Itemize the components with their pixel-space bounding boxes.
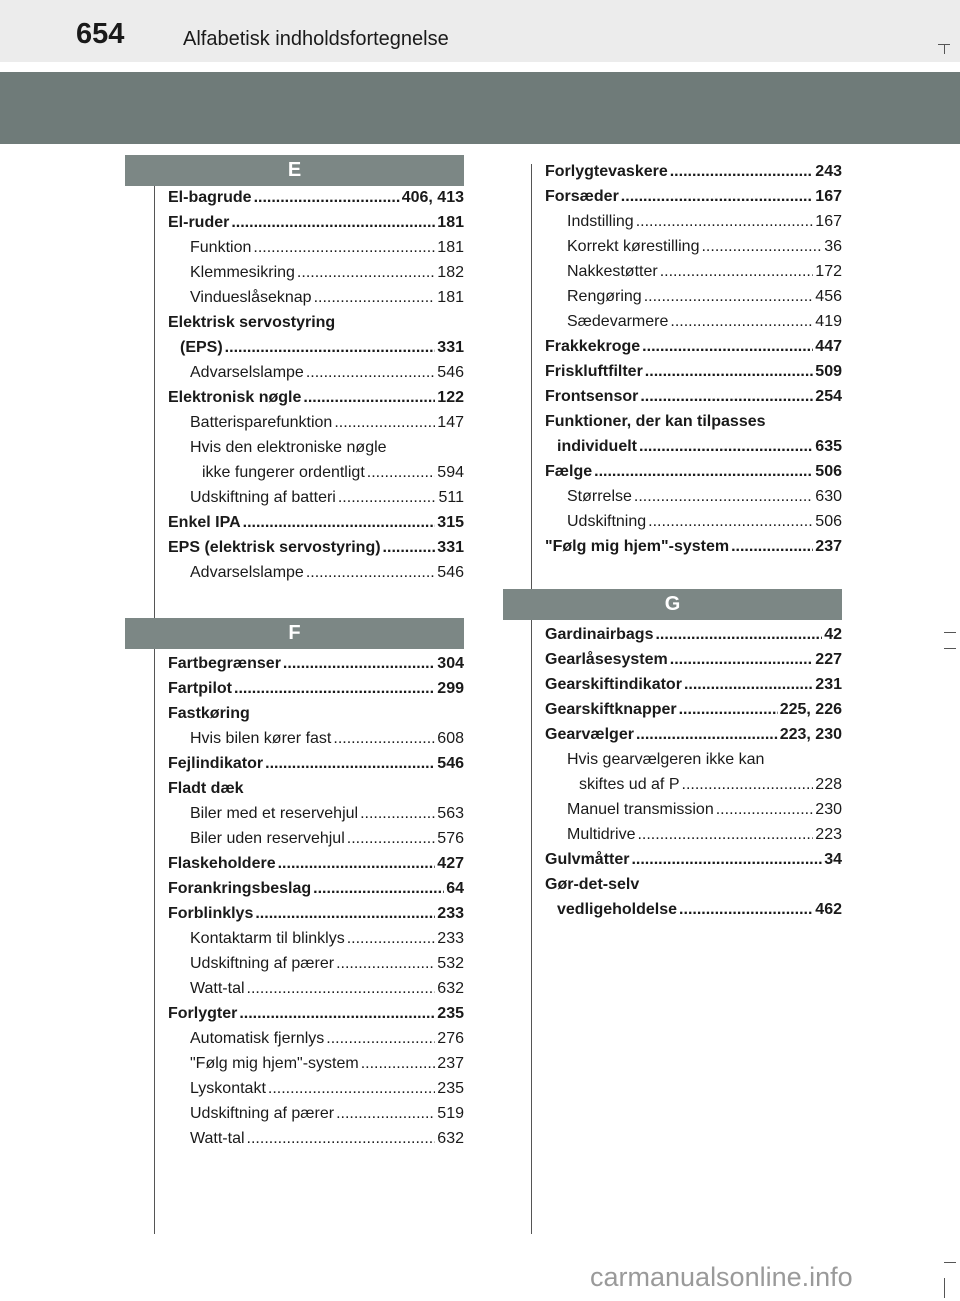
entry-page: 506 [815,513,842,530]
entry-text: Funktion [190,239,252,256]
section-header-e: E [125,155,464,186]
entry-text: Elektronisk nøgle [168,389,302,406]
section-header-f: F [125,618,464,649]
index-subentry [190,235,464,260]
entry-page: 519 [437,1105,464,1122]
index-entry [545,384,842,409]
entry-page: 299 [437,680,464,697]
entry-page: 632 [437,1130,464,1147]
dot-leader [655,622,822,647]
index-subentry [190,485,464,510]
entry-text: Biler uden reservehjul [190,830,345,847]
dot-leader [383,535,436,560]
dot-leader [243,510,436,535]
crop-mark [944,632,956,633]
column-rule-right [531,164,532,1234]
entry-page: 447 [815,338,842,355]
entry-page: 223, 230 [779,726,842,743]
entry-page: 594 [437,464,464,481]
dot-leader [660,259,814,284]
index-entry [545,184,842,209]
entry-page: 233 [437,905,464,922]
dot-leader [367,460,436,485]
entry-page: 630 [815,488,842,505]
index-subentry [190,260,464,285]
dot-leader [648,509,813,534]
dot-leader [283,651,435,676]
entry-page: 64 [446,880,464,897]
entry-text: Forlygtevaskere [545,163,668,180]
dot-leader [231,210,435,235]
entry-page: 419 [815,313,842,330]
index-entry [168,310,464,335]
index-subentry [190,1051,464,1076]
entry-text: "Følg mig hjem"-system [545,538,730,555]
index-entry [545,159,842,184]
index-entry [168,1001,464,1026]
index-subentry [190,1076,464,1101]
index-entry [557,897,842,922]
entry-text: Gearskiftindikator [545,676,682,693]
dot-leader [670,647,814,672]
index-entry [168,701,464,726]
entry-text: Korrekt kørestilling [567,238,700,255]
entry-page: 511 [438,489,464,506]
index-subentry [190,826,464,851]
index-entry [545,534,842,559]
entry-text: Sædevarmere [567,313,669,330]
dot-leader [670,309,813,334]
index-entry [545,359,842,384]
index-subentry [567,209,842,234]
dot-leader [334,410,435,435]
entry-page: 225, 226 [779,701,842,718]
dot-leader [268,1076,435,1101]
entry-page: 172 [815,263,842,280]
entry-page: 167 [815,188,842,205]
index-subentry [190,951,464,976]
entry-text: Udskiftning af batteri [190,489,336,506]
dot-leader [684,672,813,697]
dot-leader [679,897,813,922]
entry-page: 181 [437,214,464,231]
index-entry [168,385,464,410]
entry-page: 576 [437,830,464,847]
entry-text: Størrelse [567,488,632,505]
entry-text: (EPS) [180,339,223,356]
entry-text: Klemmesikring [190,264,295,281]
entry-page: 406, 413 [401,189,464,206]
entry-text: Gearlåsesystem [545,651,668,668]
entry-page: 546 [437,564,464,581]
entry-page: 167 [815,213,842,230]
dot-leader [225,335,436,360]
entry-text: Nakkestøtter [567,263,658,280]
index-entry [168,185,464,210]
entry-page: 233 [437,930,464,947]
entry-page: 456 [815,288,842,305]
entry-page: 182 [437,264,464,281]
dot-leader [636,722,778,747]
entry-text: Frakkekroge [545,338,641,355]
entry-page: 546 [437,364,464,381]
index-entry [545,409,842,434]
dot-leader [716,797,814,822]
entry-text: Rengøring [567,288,642,305]
entry-text: Enkel IPA [168,514,241,531]
column-rule-left [154,186,155,1234]
entry-text: Frontsensor [545,388,639,405]
entry-page: 34 [824,851,842,868]
crop-mark [944,1262,956,1263]
index-subentry [190,410,464,435]
index-entry [168,535,464,560]
index-subentry [567,484,842,509]
index-subentry [567,822,842,847]
index-subentry [567,234,842,259]
entry-page: 276 [437,1030,464,1047]
entry-page: 181 [437,239,464,256]
entry-text: Automatisk fjernlys [190,1030,325,1047]
dot-leader [644,284,814,309]
entry-page: 122 [437,389,464,406]
crop-mark [944,648,956,649]
entry-text: Forankringsbeslag [168,880,312,897]
dot-leader [239,1001,435,1026]
dot-leader [297,260,435,285]
dot-leader [682,772,814,797]
dot-leader [253,235,435,260]
index-entry [545,459,842,484]
dot-leader [701,234,822,259]
index-subentry [190,1126,464,1151]
entry-page: 315 [437,514,464,531]
index-subentry [190,560,464,585]
dot-leader [234,676,435,701]
top-bar [0,0,960,62]
entry-text: Multidrive [567,826,636,843]
entry-text: Udskiftning af pærer [190,1105,335,1122]
entry-page: 254 [815,388,842,405]
index-subentry [567,259,842,284]
entry-text: Hvis bilen kører fast [190,730,332,747]
entry-text: Funktioner, der kan tilpasses [545,413,766,430]
dot-leader [621,184,814,209]
dot-leader [360,801,435,826]
entry-text: Fladt dæk [168,780,244,797]
index-subentry [190,1026,464,1051]
index-subentry [190,360,464,385]
entry-page: 147 [437,414,464,431]
crop-mark [938,44,950,45]
dot-leader [303,385,435,410]
entry-page: 42 [824,626,842,643]
entry-text: Friskluftfilter [545,363,643,380]
entry-text: Fælge [545,463,593,480]
dot-leader [336,1101,435,1126]
dot-leader [594,459,813,484]
dot-leader [640,384,813,409]
index-entry [545,697,842,722]
entry-text: Elektrisk servostyring [168,314,336,331]
dot-leader [361,1051,436,1076]
entry-text: individuelt [557,438,637,455]
entry-page: 563 [437,805,464,822]
entry-text: El-ruder [168,214,230,231]
crop-mark [944,44,945,54]
entry-text: Forblinklys [168,905,254,922]
index-entry [168,776,464,801]
entry-page: 331 [437,539,464,556]
dot-leader [255,901,435,926]
dot-leader [333,726,435,751]
crop-mark [944,1278,945,1298]
dot-leader [306,360,435,385]
index-subentry [190,801,464,826]
entry-page: 237 [815,538,842,555]
section-header-g: G [503,589,842,620]
index-entry [168,901,464,926]
index-entry [168,676,464,701]
index-entry [545,334,842,359]
index-entry [168,751,464,776]
dot-leader [313,876,444,901]
entry-page: 546 [437,755,464,772]
entry-page: 230 [815,801,842,818]
entry-text: EPS (elektrisk servostyring) [168,539,381,556]
entry-text: Fartpilot [168,680,232,697]
dot-leader [326,1026,435,1051]
entry-page: 223 [815,826,842,843]
index-subentry [567,509,842,534]
entry-text: Vindueslåseknap [190,289,312,306]
entry-page: 227 [815,651,842,668]
dot-leader [347,826,436,851]
entry-page: 181 [437,289,464,306]
dot-leader [247,1126,436,1151]
index-entry [557,434,842,459]
entry-text: Udskiftning [567,513,647,530]
header-banner [0,72,960,144]
entry-page: 36 [824,238,842,255]
entry-page: 235 [437,1080,464,1097]
entry-text: Batterisparefunktion [190,414,333,431]
dot-leader [642,334,813,359]
index-entry [545,872,842,897]
entry-text: Watt-tal [190,1130,245,1147]
dot-leader [645,359,814,384]
entry-text: Flaskeholdere [168,855,276,872]
entry-text: Hvis den elektroniske nøgle [190,439,387,456]
dot-leader [254,185,400,210]
entry-page: 243 [815,163,842,180]
dot-leader [247,976,436,1001]
entry-page: 237 [437,1055,464,1072]
entry-page: 235 [437,1005,464,1022]
index-subentry [202,460,464,485]
page-title: Alfabetisk indholdsfortegnelse [183,28,449,50]
entry-text: Lyskontakt [190,1080,266,1097]
dot-leader [636,209,814,234]
index-subentry [567,309,842,334]
dot-leader [347,926,436,951]
index-subentry [190,926,464,951]
dot-leader [634,484,813,509]
entry-page: 231 [815,676,842,693]
index-subentry [190,1101,464,1126]
dot-leader [631,847,822,872]
entry-page: 532 [437,955,464,972]
dot-leader [306,560,435,585]
index-entry [180,335,464,360]
index-entry [168,851,464,876]
dot-leader [670,159,814,184]
index-entry [545,722,842,747]
entry-text: ikke fungerer ordentligt [202,464,365,481]
entry-text: Manuel transmission [567,801,714,818]
entry-page: 635 [815,438,842,455]
index-entry [545,847,842,872]
entry-page: 331 [437,339,464,356]
entry-page: 506 [815,463,842,480]
dot-leader [278,851,436,876]
page-number: 654 [76,18,125,50]
entry-text: skiftes ud af P [579,776,680,793]
index-subentry [190,976,464,1001]
index-subentry [190,285,464,310]
entry-text: Forlygter [168,1005,238,1022]
entry-text: Forsæder [545,188,619,205]
index-entry [545,647,842,672]
dot-leader [731,534,813,559]
index-entry [168,651,464,676]
index-subentry [567,747,842,772]
entry-text: Watt-tal [190,980,245,997]
entry-page: 632 [437,980,464,997]
entry-text: Gearvælger [545,726,634,743]
entry-page: 509 [815,363,842,380]
entry-text: El-bagrude [168,189,252,206]
entry-page: 608 [437,730,464,747]
index-entry [545,672,842,697]
entry-page: 304 [437,655,464,672]
watermark: carmanualsonline.info [590,1262,853,1292]
entry-text: Indstilling [567,213,634,230]
entry-text: Fastkøring [168,705,250,722]
entry-text: Biler med et reservehjul [190,805,359,822]
index-subentry [567,797,842,822]
entry-text: Fartbegrænser [168,655,281,672]
entry-text: vedligeholdelse [557,901,678,918]
entry-text: Fejlindikator [168,755,264,772]
entry-page: 462 [815,901,842,918]
dot-leader [637,822,813,847]
entry-text: Kontaktarm til blinklys [190,930,345,947]
entry-text: Hvis gearvælgeren ikke kan [567,751,765,768]
index-subentry [579,772,842,797]
index-subentry [567,284,842,309]
entry-text: Udskiftning af pærer [190,955,335,972]
index-entry [168,876,464,901]
entry-text: Gearskiftknapper [545,701,677,718]
dot-leader [336,951,435,976]
index-entry [168,510,464,535]
entry-text: Advarselslampe [190,564,304,581]
entry-text: Gør-det-selv [545,876,640,893]
index-subentry [190,435,464,460]
dot-leader [265,751,435,776]
dot-leader [338,485,437,510]
entry-text: Advarselslampe [190,364,304,381]
entry-page: 427 [437,855,464,872]
dot-leader [314,285,436,310]
entry-text: Gardinairbags [545,626,654,643]
dot-leader [679,697,778,722]
entry-page: 228 [815,776,842,793]
index-entry [168,210,464,235]
index-entry [545,622,842,647]
dot-leader [639,434,813,459]
entry-text: Gulvmåtter [545,851,630,868]
entry-text: "Følg mig hjem"-system [190,1055,359,1072]
index-subentry [190,726,464,751]
